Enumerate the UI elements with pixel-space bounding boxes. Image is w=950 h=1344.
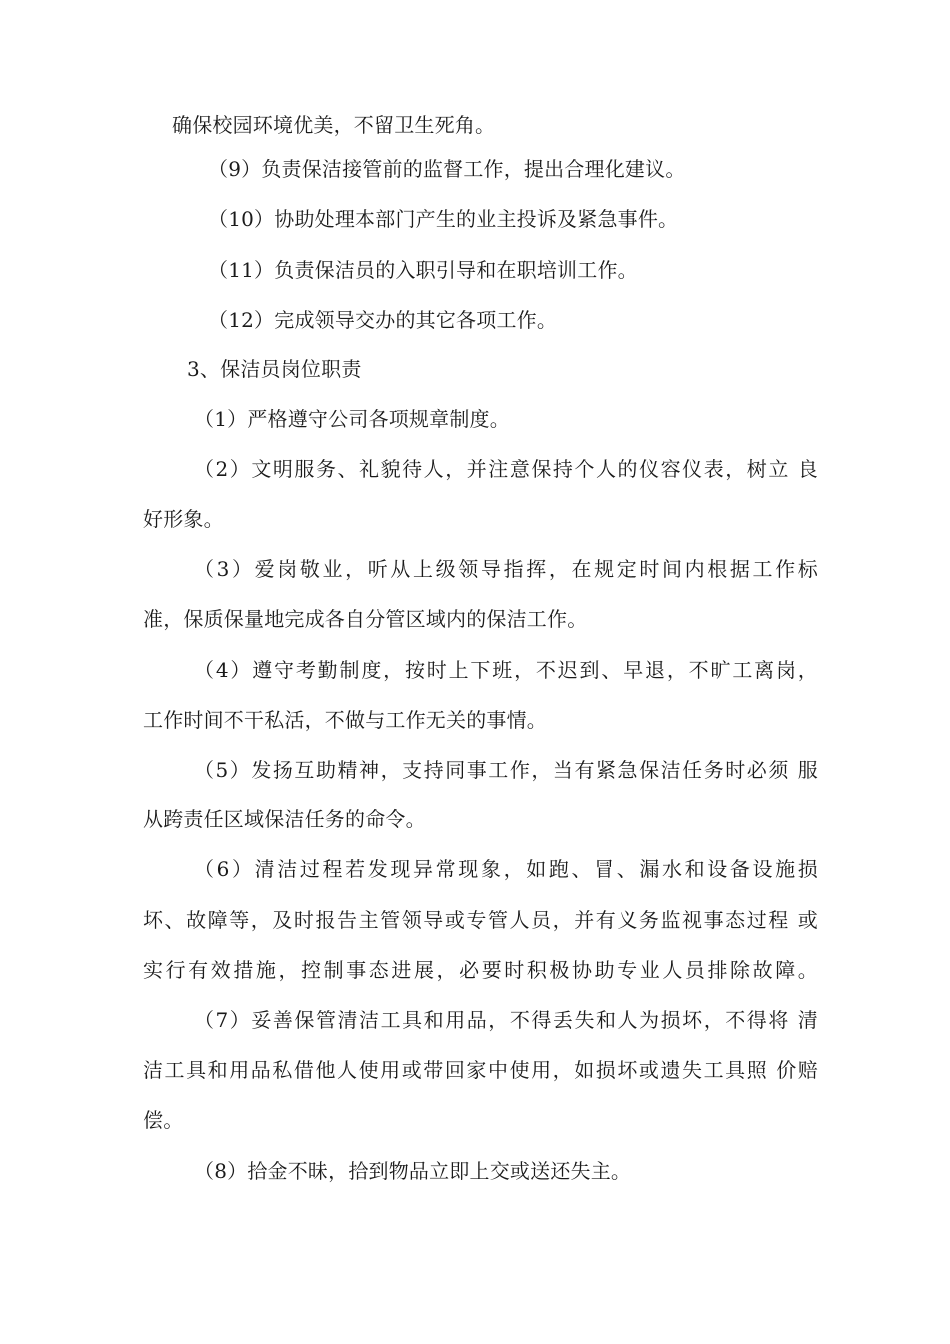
duty-item-5-line-2: 从跨责任区域保洁任务的命令。 (143, 807, 426, 831)
paragraph-line: 确保校园环境优美，不留卫生死角。 (172, 113, 496, 137)
duty-item-1: （1）严格遵守公司各项规章制度。 (194, 407, 510, 431)
duty-item-6-line-3: 实行有效措施，控制事态进展，必要时积极协助专业人员排除故障。 (143, 958, 818, 982)
duty-item-3-line-1: （3）爱岗敬业，听从上级领导指挥，在规定时间内根据工作标 (194, 557, 818, 581)
duty-item-5-line-1: （5）发扬互助精神，支持同事工作，当有紧急保洁任务时必须 服 (194, 758, 818, 782)
duty-item-3-line-2: 准，保质保量地完成各自分管区域内的保洁工作。 (143, 607, 588, 631)
duty-item-6-line-1: （6）清洁过程若发现异常现象，如跑、冒、漏水和设备设施损 (194, 857, 818, 881)
list-item-12: （12）完成领导交办的其它各项工作。 (208, 308, 558, 332)
duty-item-7-line-2: 洁工具和用品私借他人使用或带回家中使用，如损坏或遗失工具照 价赔 (143, 1058, 818, 1082)
section-heading: 3、保洁员岗位职责 (187, 357, 362, 381)
duty-item-8: （8）拾金不昧，拾到物品立即上交或送还失主。 (194, 1159, 632, 1183)
duty-item-2-line-1: （2）文明服务、礼貌待人，并注意保持个人的仪容仪表，树立 良 (194, 457, 818, 481)
duty-item-4-line-1: （4）遵守考勤制度，按时上下班，不迟到、早退，不旷工离岗， (194, 658, 818, 682)
list-item-11: （11）负责保洁员的入职引导和在职培训工作。 (208, 258, 638, 282)
duty-item-4-line-2: 工作时间不干私活，不做与工作无关的事情。 (143, 708, 547, 732)
duty-item-7-line-3: 偿。 (143, 1108, 184, 1132)
duty-item-6-line-2: 坏、故障等，及时报告主管领导或专管人员，并有义务监视事态过程 或 (143, 908, 818, 932)
list-item-9: （9）负责保洁接管前的监督工作，提出合理化建议。 (208, 157, 686, 181)
duty-item-2-line-2: 好形象。 (143, 507, 224, 531)
list-item-10: （10）协助处理本部门产生的业主投诉及紧急事件。 (208, 207, 679, 231)
duty-item-7-line-1: （7）妥善保管清洁工具和用品，不得丢失和人为损坏，不得将 清 (194, 1008, 818, 1032)
